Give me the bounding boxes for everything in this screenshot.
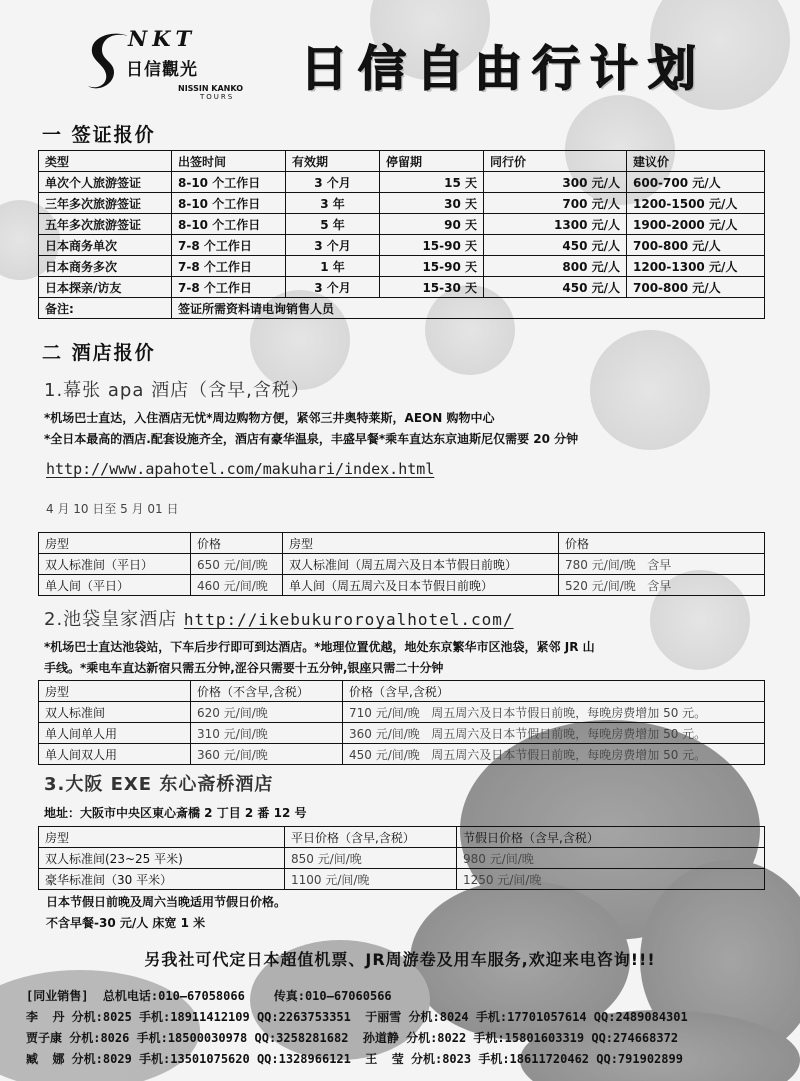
- table-cell: 双人标准间（平日）: [39, 554, 191, 575]
- table-cell: 7-8 个工作日: [172, 235, 286, 256]
- table-cell: 700-800 元/人: [627, 277, 765, 298]
- table-cell: 850 元/间/晚: [285, 848, 457, 869]
- table-cell: 3 个月: [286, 172, 380, 193]
- table-cell: 800 元/人: [484, 256, 627, 277]
- table-row: [39, 869, 765, 890]
- visa-table: [38, 150, 765, 319]
- hotel2-note-2: 手线。*乘电车直达新宿只需五分钟,涩谷只需要十五分钟,银座只需二十分钟: [44, 661, 444, 675]
- table-cell: 15 天: [380, 172, 484, 193]
- table-header: 建议价: [627, 151, 765, 172]
- table-cell: 450 元/人: [484, 277, 627, 298]
- table-cell: 90 天: [380, 214, 484, 235]
- table-row: [39, 235, 765, 256]
- table-row: [39, 193, 765, 214]
- table-cell: 豪华标准间（30 平米）: [39, 869, 285, 890]
- table-cell: 8-10 个工作日: [172, 214, 286, 235]
- table-cell: 450 元/人: [484, 235, 627, 256]
- table-row: [39, 256, 765, 277]
- hotel1-note-1: *机场巴士直达，入住酒店无忧*周边购物方便，紧邻三井奥特莱斯，AEON 购物中心: [44, 411, 495, 425]
- table-header: 节假日价格（含早,含税）: [457, 827, 765, 848]
- table-cell: 460 元/间/晚: [191, 575, 283, 596]
- contact-line-2: 李 丹 分机:8025 手机:18911412109 QQ:2263753351 于丽雪 分机:8024 手机:17701057614 QQ:2489084301: [26, 1010, 688, 1024]
- table-row: [39, 702, 765, 723]
- table-row: [39, 848, 765, 869]
- hotel1-url-text[interactable]: http://www.apahotel.com/makuhari/index.html: [46, 460, 435, 478]
- table-cell: 1900-2000 元/人: [627, 214, 765, 235]
- table-cell: 30 天: [380, 193, 484, 214]
- table-cell: 三年多次旅游签证: [39, 193, 172, 214]
- table-cell: 450 元/间/晚 周五周六及日本节假日前晚，每晚房费增加 50 元。: [343, 744, 765, 765]
- hotel1-title: 1.幕张 apa 酒店（含早,含税）: [44, 380, 310, 401]
- hotel-section-heading: 二 酒店报价: [42, 342, 156, 364]
- table-cell: 15-90 天: [380, 235, 484, 256]
- table-cell: 7-8 个工作日: [172, 256, 286, 277]
- table-header: 价格: [191, 533, 283, 554]
- table-cell: 650 元/间/晚: [191, 554, 283, 575]
- table-header: 同行价: [484, 151, 627, 172]
- table-cell: 1250 元/间/晚: [457, 869, 765, 890]
- table-cell: 15-30 天: [380, 277, 484, 298]
- contact-line-4: 臧 娜 分机:8029 手机:13501075620 QQ:1328966121 王 莹 分机:8023 手机:18611720462 QQ:791902899: [26, 1052, 683, 1066]
- table-cell: 五年多次旅游签证: [39, 214, 172, 235]
- table-header: 价格: [559, 533, 765, 554]
- visa-section-heading: 一 签证报价: [42, 124, 156, 146]
- table-header: 房型: [39, 681, 191, 702]
- table-cell: 780 元/间/晚 含早: [559, 554, 765, 575]
- hotel1-period: 4 月 10 日至 5 月 01 日: [46, 502, 179, 516]
- contact-line-3: 贾子康 分机:8026 手机:18500030978 QQ:3258281682 孙道静 分机:8022 手机:15801603319 QQ:274668372: [26, 1031, 679, 1045]
- table-header: 价格（含早,含税）: [343, 681, 765, 702]
- table-cell: 980 元/间/晚: [457, 848, 765, 869]
- remark-label: 备注:: [39, 298, 172, 319]
- table-header: 有效期: [286, 151, 380, 172]
- table-row: [39, 172, 765, 193]
- hotel2-title-line: [44, 605, 514, 631]
- table-header: 房型: [39, 827, 285, 848]
- table-cell: 360 元/间/晚: [191, 744, 343, 765]
- table-header: 房型: [283, 533, 559, 554]
- page-title: 日信自由行计划: [300, 41, 707, 97]
- table-cell: 8-10 个工作日: [172, 193, 286, 214]
- table-cell: 日本商务单次: [39, 235, 172, 256]
- table-header: 出签时间: [172, 151, 286, 172]
- hotel2-note-1: *机场巴士直达池袋站，下车后步行即可到达酒店。*地理位置优越，地处东京繁华市区池袋，紧邻 JR 山: [44, 640, 595, 654]
- table-cell: 单人间单人用: [39, 723, 191, 744]
- table-cell: 1200-1300 元/人: [627, 256, 765, 277]
- table-cell: 5 年: [286, 214, 380, 235]
- table-cell: 日本商务多次: [39, 256, 172, 277]
- table-row: [39, 744, 765, 765]
- table-cell: 310 元/间/晚: [191, 723, 343, 744]
- hotel1-price-table: [38, 532, 765, 596]
- hotel3-title: 3.大阪 EXE 东心斋桥酒店: [44, 774, 274, 795]
- table-cell: 8-10 个工作日: [172, 172, 286, 193]
- table-row: [39, 723, 765, 744]
- table-cell: 单人间双人用: [39, 744, 191, 765]
- hotel3-note-1: 日本节假日前晚及周六当晚适用节假日价格。: [46, 895, 287, 909]
- table-row: [39, 277, 765, 298]
- hotel2-title: 2.池袋皇家酒店: [44, 609, 178, 630]
- logo-nkt: NKT: [128, 26, 197, 51]
- table-cell: 1100 元/间/晚: [285, 869, 457, 890]
- hotel1-url-link[interactable]: [46, 460, 434, 478]
- hotel3-note-2: 不含早餐-30 元/人 床宽 1 米: [46, 916, 206, 930]
- remark-text: 签证所需资料请电询销售人员: [172, 298, 765, 319]
- remark-row: [39, 298, 765, 319]
- table-cell: 600-700 元/人: [627, 172, 765, 193]
- table-cell: 300 元/人: [484, 172, 627, 193]
- table-cell: 双人标准间(23~25 平米): [39, 848, 285, 869]
- hotel2-url-text[interactable]: http://ikebukuroroyalhotel.com/: [183, 610, 514, 629]
- table-cell: 1 年: [286, 256, 380, 277]
- logo-english-name: NISSIN KANKO: [178, 84, 244, 93]
- promo-banner: 另我社可代定日本超值机票、JR周游卷及用车服务,欢迎来电咨询!!!: [144, 950, 656, 969]
- table-cell: 3 个月: [286, 235, 380, 256]
- table-cell: 700 元/人: [484, 193, 627, 214]
- table-cell: 15-90 天: [380, 256, 484, 277]
- table-cell: 单次个人旅游签证: [39, 172, 172, 193]
- table-cell: 520 元/间/晚 含早: [559, 575, 765, 596]
- table-cell: 700-800 元/人: [627, 235, 765, 256]
- table-header-row: [39, 827, 765, 848]
- table-header: 停留期: [380, 151, 484, 172]
- table-cell: 3 年: [286, 193, 380, 214]
- table-row: [39, 554, 765, 575]
- table-header-row: [39, 681, 765, 702]
- table-row: [39, 575, 765, 596]
- table-cell: 3 个月: [286, 277, 380, 298]
- contact-line-1: [同业销售] 总机电话:010—67058066 传真:010—67060566: [26, 989, 392, 1003]
- hotel2-price-table: [38, 680, 765, 765]
- table-cell: 双人标准间: [39, 702, 191, 723]
- table-cell: 7-8 个工作日: [172, 277, 286, 298]
- logo-chinese-name: 日信觀光: [126, 60, 198, 80]
- hotel1-note-2: *全日本最高的酒店.配套设施齐全，酒店有豪华温泉，丰盛早餐*乘车直达东京迪斯尼仅需要 20 分钟: [44, 432, 579, 446]
- table-header: 类型: [39, 151, 172, 172]
- table-header: 价格（不含早,含税）: [191, 681, 343, 702]
- table-header-row: [39, 151, 765, 172]
- table-header: 房型: [39, 533, 191, 554]
- hotel2-url-link[interactable]: [184, 610, 514, 629]
- table-cell: 双人标准间（周五周六及日本节假日前晚）: [283, 554, 559, 575]
- table-row: [39, 214, 765, 235]
- table-cell: 单人间（周五周六及日本节假日前晚）: [283, 575, 559, 596]
- hotel3-price-table: [38, 826, 765, 890]
- table-cell: 单人间（平日）: [39, 575, 191, 596]
- logo-tours: TOURS: [200, 93, 235, 101]
- table-cell: 1200-1500 元/人: [627, 193, 765, 214]
- table-cell: 日本探亲/访友: [39, 277, 172, 298]
- table-cell: 620 元/间/晚: [191, 702, 343, 723]
- table-header: 平日价格（含早,含税）: [285, 827, 457, 848]
- hotel3-address: 地址：大阪市中央区東心斎橋 2 丁目 2 番 12 号: [44, 806, 307, 820]
- table-cell: 1300 元/人: [484, 214, 627, 235]
- table-cell: 360 元/间/晚 周五周六及日本节假日前晚，每晚房费增加 50 元。: [343, 723, 765, 744]
- table-cell: 710 元/间/晚 周五周六及日本节假日前晚，每晚房费增加 50 元。: [343, 702, 765, 723]
- table-header-row: [39, 533, 765, 554]
